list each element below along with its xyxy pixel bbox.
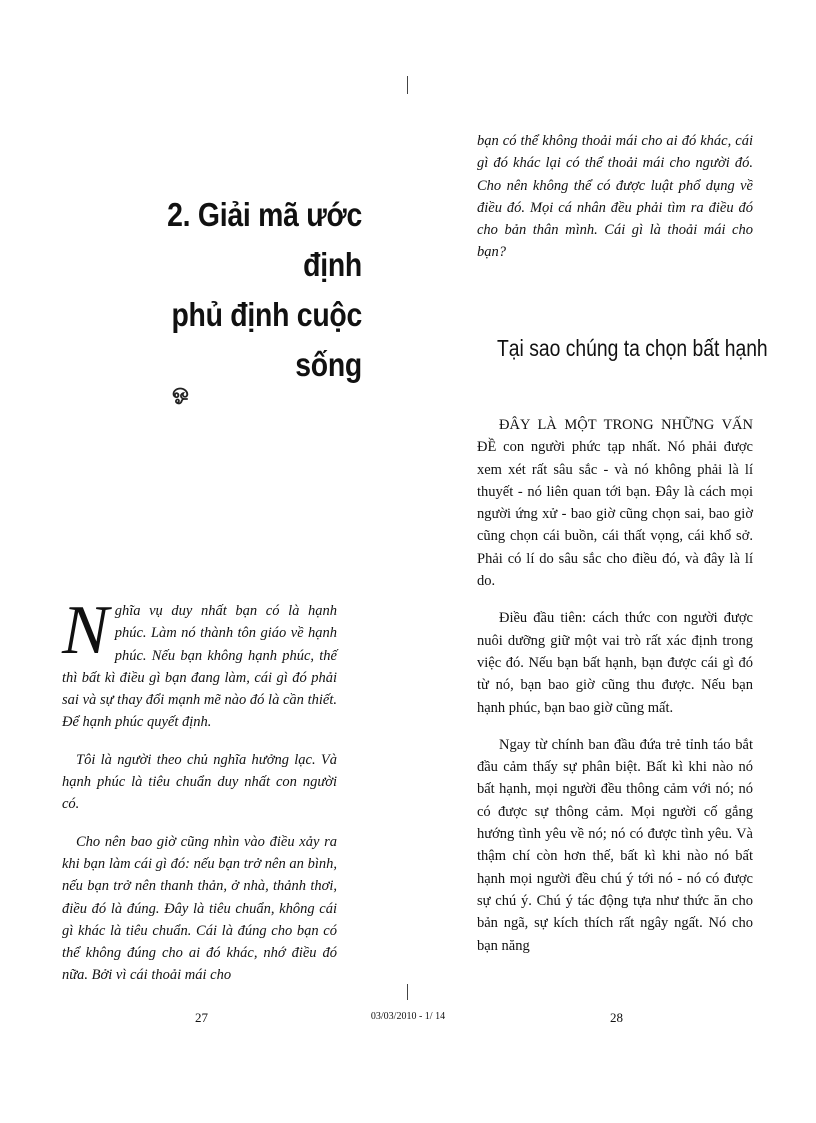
left-paragraph-2: Tôi là người theo chủ nghĩa hưởng lạc. Và hạnh phúc là tiêu chuẩn duy nhất con người có.: [62, 751, 337, 813]
chapter-title-line1: 2. Giải mã ước định: [167, 196, 362, 283]
ornament-icon: ஓ: [172, 381, 189, 403]
right-intro-paragraph: bạn có thể không thoải mái cho ai đó khác, cái gì đó khác lại có thể thoải mái cho người đó. Cho nên không thể có được luật phổ dụng về điều đó. Mọi cá nhân đều phải tìm ra điều đó cho bản thân mình. Cái gì là thoải mái cho bạn?: [477, 133, 753, 261]
drop-cap: N: [62, 592, 109, 669]
page-number-left: 27: [195, 1010, 208, 1025]
left-paragraph-3: Cho nên bao giờ cũng nhìn vào điều xảy ra khi bạn làm cái gì đó: nếu bạn trở nên an bình, nếu bạn trở nên thanh thản, ở nhà, thảnh thơi, điều đó là đúng. Đây là tiêu chuẩn, không cái gì khác là tiêu chuẩn. Cái là đúng cho bạn có thể không đúng cho ai đó khác, nhớ điều đó nữa. Bởi vì cái thoải mái cho: [62, 833, 337, 984]
page-number-right: 28: [610, 1010, 623, 1025]
right-page-body: [477, 414, 753, 972]
left-paragraph-1-text: ghĩa vụ duy nhất bạn có là hạnh phúc. Làm nó thành tôn giáo về hạnh phúc. Nếu bạn không hạnh phúc, thế thì bất kì điều gì bạn đang làm, cái gì đó phải sai và sự thay đổi mạnh mẽ nào đó là cần thiết. Để hạnh phúc quyết định.: [62, 603, 337, 731]
footer-print-stamp: 03/03/2010 - 1/ 14: [370, 1011, 446, 1022]
crop-mark-bottom: [407, 984, 408, 1000]
section-heading: Tại sao chúng ta chọn bất hạnh: [497, 335, 768, 361]
left-paragraph-1: [62, 592, 337, 734]
left-page-body: [62, 592, 337, 1002]
right-paragraph-3: Ngay từ chính ban đầu đứa trẻ tỉnh táo bắt đầu cảm thấy sự phân biệt. Bất kì khi nào nó bất hạnh, mọi người đều thông cảm với nó; nó có được sự thông cảm. Mọi người cố gắng hướng tình yêu về nó; nó có được tình yêu. Và thậm chí còn hơn thế, bất kì khi nào nó bất hạnh mọi người đều chú ý tới nó - nó có được sự chú ý. Chú ý tác động tựa như thức ăn cho bản ngã, sự kích thích rất ngây ngất. Nó cho bạn năng: [477, 736, 753, 954]
right-paragraph-2: Điều đầu tiên: cách thức con người được nuôi dưỡng giữ một vai trò rất xác định trong việc đó. Nếu bạn bất hạnh, bạn được cái gì đó từ nó, bạn bao giờ cũng thu được. Nếu bạn hạnh phúc, bạn bao giờ cũng mất.: [477, 610, 753, 716]
chapter-title: [104, 190, 362, 390]
crop-mark-top: [407, 76, 408, 94]
right-paragraph-1: ĐÂY LÀ MỘT TRONG NHỮNG VẤN ĐỀ con người phức tạp nhất. Nó phải được xem xét rất sâu sắc - và nó không phải là lí thuyết - nó liên quan tới bạn. Đây là cách mọi người ứng xử - bao giờ cũng chọn sai, bao giờ cũng chọn cái buồn, cái thất vọng, cái khổ sở. Phải có lí do sâu sắc cho điều đó, và đây là lí do.: [477, 417, 753, 590]
chapter-title-line2: phủ định cuộc sống: [171, 296, 362, 383]
